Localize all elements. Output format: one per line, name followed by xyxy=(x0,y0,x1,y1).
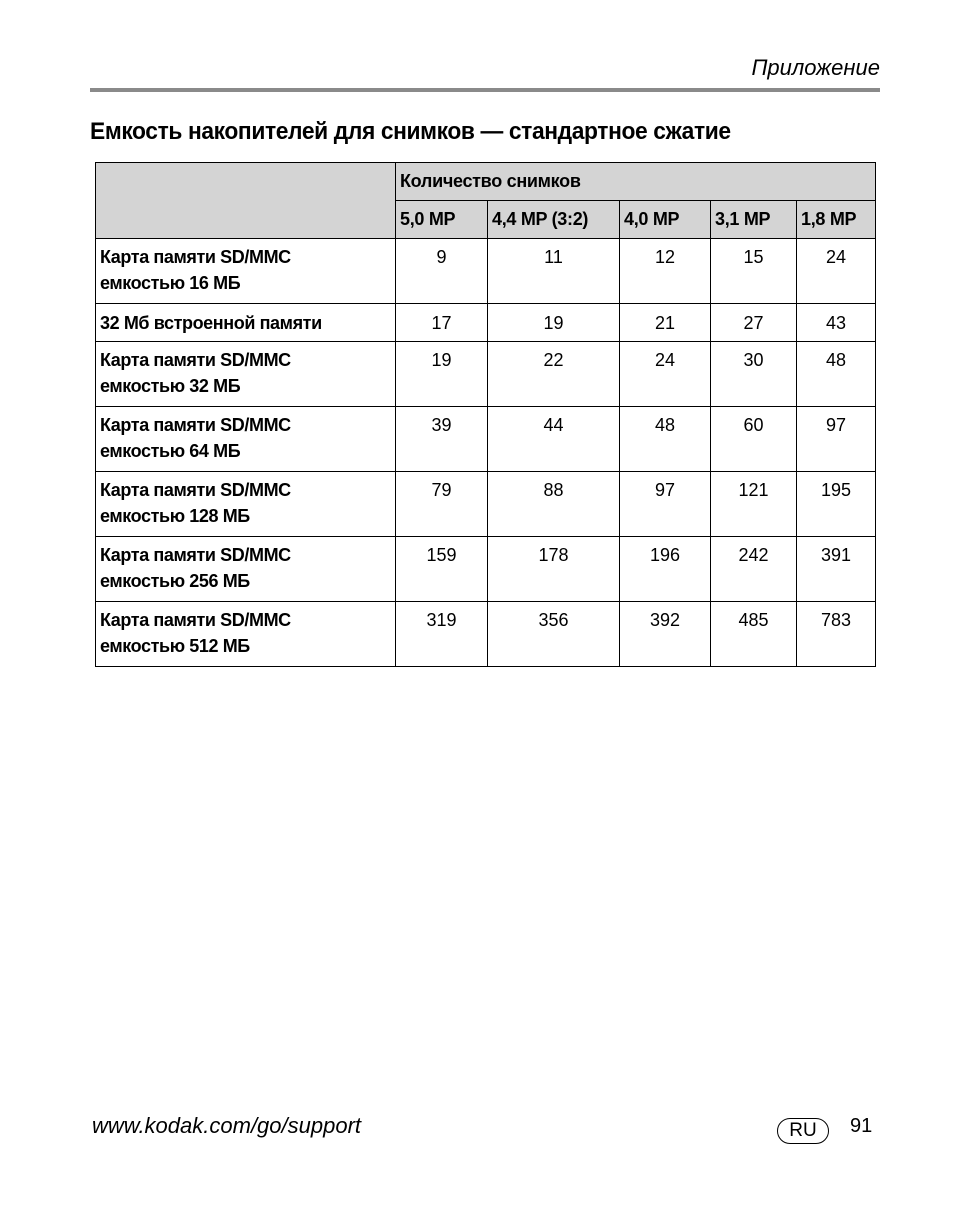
table-cell: 391 xyxy=(797,537,876,602)
row-label xyxy=(96,239,396,304)
table-cell: 39 xyxy=(396,407,488,472)
table-row xyxy=(96,602,876,667)
page-title: Емкость накопителей для снимков — стандартное сжатие xyxy=(90,118,731,145)
table-cell: 97 xyxy=(620,472,711,537)
table-cell: 195 xyxy=(797,472,876,537)
table-row xyxy=(96,472,876,537)
table-cell: 27 xyxy=(711,304,797,342)
table-header-row xyxy=(96,163,876,201)
table-cell: 11 xyxy=(488,239,620,304)
table-cell: 178 xyxy=(488,537,620,602)
page-number: 91 xyxy=(850,1115,873,1137)
table-row xyxy=(96,537,876,602)
table-cell: 783 xyxy=(797,602,876,667)
table-cell: 21 xyxy=(620,304,711,342)
row-label-line: Карта памяти SD/MMC xyxy=(100,415,291,435)
row-label-line: емкостью 128 МБ xyxy=(100,506,250,526)
table-cell: 24 xyxy=(797,239,876,304)
table-cell: 24 xyxy=(620,342,711,407)
column-header: 5,0 MP xyxy=(396,201,488,239)
table-cell: 242 xyxy=(711,537,797,602)
row-label-line: Карта памяти SD/MMC xyxy=(100,610,291,630)
table-cell: 121 xyxy=(711,472,797,537)
table-cell: 48 xyxy=(620,407,711,472)
table-cell: 9 xyxy=(396,239,488,304)
row-label-line: Карта памяти SD/MMC xyxy=(100,480,291,500)
table-cell: 43 xyxy=(797,304,876,342)
table-row xyxy=(96,239,876,304)
row-label xyxy=(96,602,396,667)
row-label xyxy=(96,407,396,472)
table-row xyxy=(96,342,876,407)
row-label-line: Карта памяти SD/MMC xyxy=(100,350,291,370)
table-cell: 19 xyxy=(396,342,488,407)
row-label-line: Карта памяти SD/MMC xyxy=(100,545,291,565)
support-url: www.kodak.com/go/support xyxy=(92,1113,362,1138)
table-cell: 97 xyxy=(797,407,876,472)
table-cell: 44 xyxy=(488,407,620,472)
header-rule xyxy=(90,88,880,92)
row-label-line: емкостью 512 МБ xyxy=(100,636,250,656)
column-header: 3,1 MP xyxy=(711,201,797,239)
table-cell: 48 xyxy=(797,342,876,407)
row-label-line: емкостью 32 МБ xyxy=(100,376,241,396)
table-cell: 79 xyxy=(396,472,488,537)
column-header: 4,0 MP xyxy=(620,201,711,239)
language-badge: RU xyxy=(777,1118,829,1144)
table-cell: 159 xyxy=(396,537,488,602)
running-head: Приложение xyxy=(751,55,880,80)
row-label-line: емкостью 16 МБ xyxy=(100,273,241,293)
table-cell: 22 xyxy=(488,342,620,407)
row-label xyxy=(96,472,396,537)
row-label xyxy=(96,304,396,342)
row-label-line: емкостью 256 МБ xyxy=(100,571,250,591)
table-cell: 12 xyxy=(620,239,711,304)
column-header: 4,4 MP (3:2) xyxy=(488,201,620,239)
table-cell: 319 xyxy=(396,602,488,667)
row-label-line: 32 Мб встроенной памяти xyxy=(100,312,322,333)
table-cell: 17 xyxy=(396,304,488,342)
table-cell: 392 xyxy=(620,602,711,667)
table-cell: 88 xyxy=(488,472,620,537)
column-header: 1,8 MP xyxy=(797,201,876,239)
header-group-label: Количество снимков xyxy=(396,163,876,201)
row-label-line: емкостью 64 МБ xyxy=(100,441,241,461)
row-label-line: Карта памяти SD/MMC xyxy=(100,247,291,267)
table-cell: 356 xyxy=(488,602,620,667)
table-row xyxy=(96,407,876,472)
header-corner-cell xyxy=(96,163,396,239)
table-cell: 30 xyxy=(711,342,797,407)
table-cell: 19 xyxy=(488,304,620,342)
table-row xyxy=(96,304,876,342)
row-label xyxy=(96,342,396,407)
row-label xyxy=(96,537,396,602)
table-cell: 485 xyxy=(711,602,797,667)
table-cell: 60 xyxy=(711,407,797,472)
capacity-table xyxy=(95,162,876,667)
table-cell: 196 xyxy=(620,537,711,602)
table-cell: 15 xyxy=(711,239,797,304)
